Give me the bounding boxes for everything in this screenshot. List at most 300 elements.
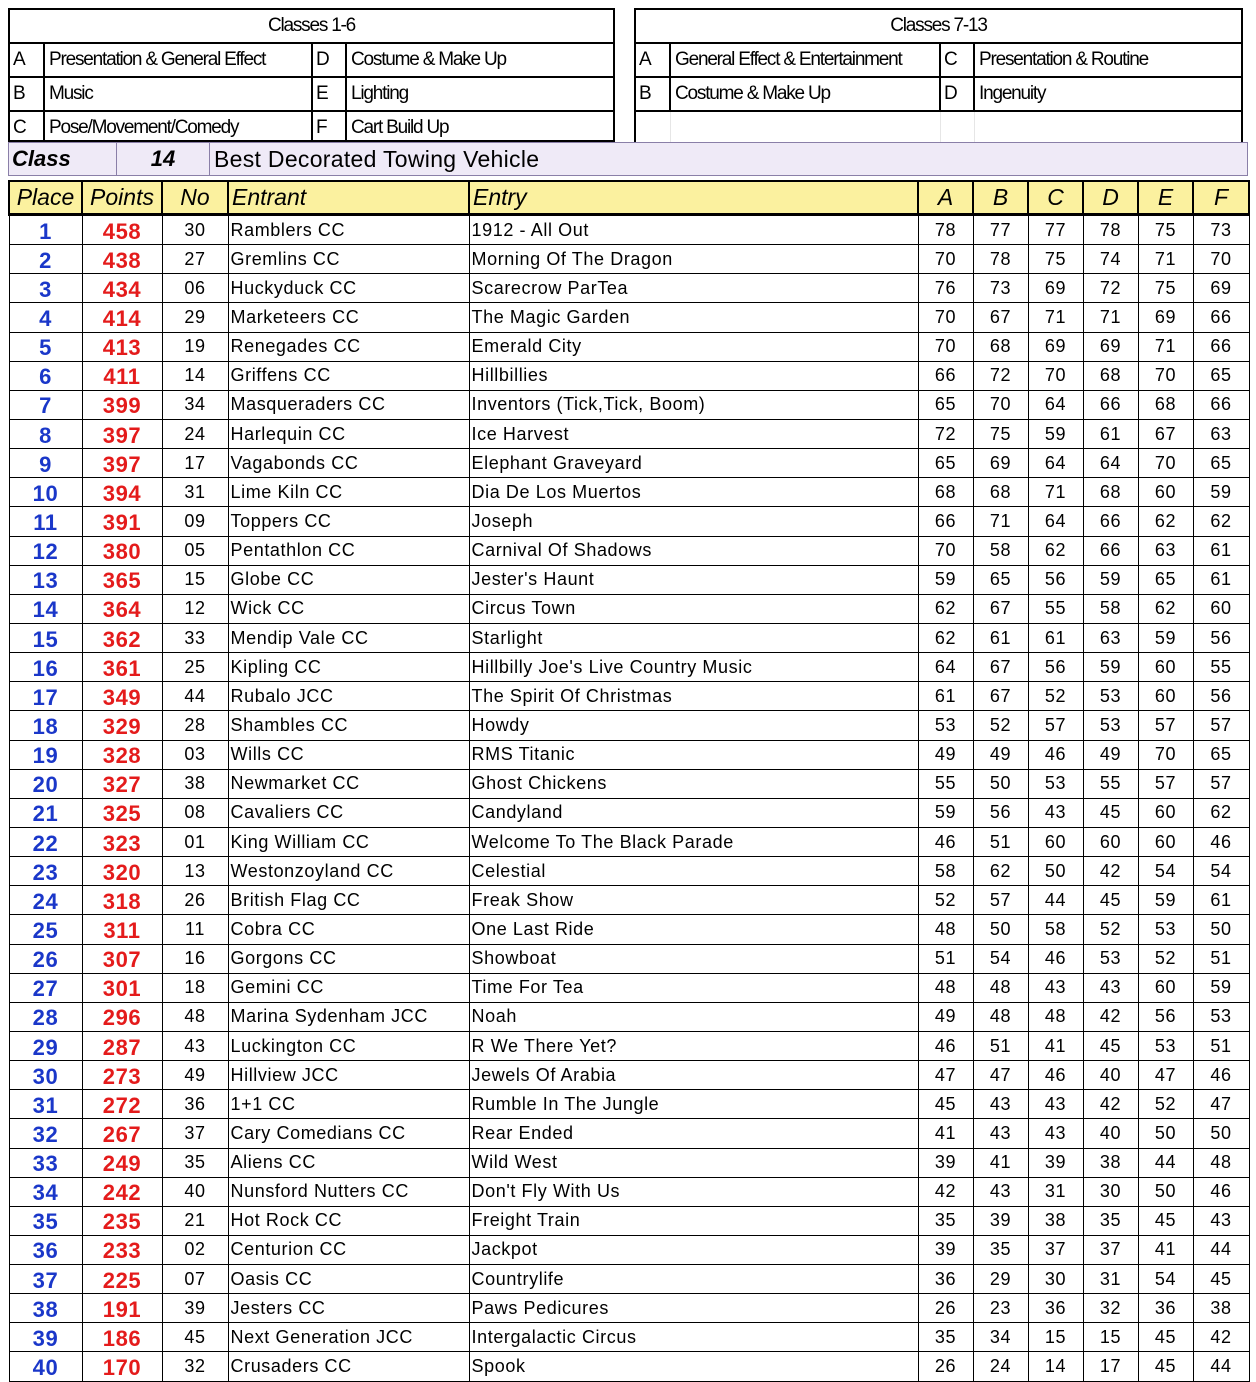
points-cell: 296 bbox=[82, 1002, 162, 1031]
entrant-cell: Huckyduck CC bbox=[228, 274, 469, 303]
score-d-cell: 66 bbox=[1083, 390, 1138, 419]
legend-title: Classes 1-6 bbox=[10, 10, 613, 43]
score-d-cell: 53 bbox=[1083, 682, 1138, 711]
score-c-cell: 57 bbox=[1028, 711, 1083, 740]
score-f-cell: 65 bbox=[1193, 740, 1249, 769]
legend-code: F bbox=[312, 111, 346, 144]
score-e-cell: 67 bbox=[1138, 419, 1193, 448]
table-row bbox=[9, 215, 1249, 245]
entrant-cell: Rubalo JCC bbox=[228, 682, 469, 711]
score-c-cell: 71 bbox=[1028, 303, 1083, 332]
score-f-cell: 46 bbox=[1193, 1177, 1249, 1206]
entry-number-cell: 39 bbox=[162, 1294, 228, 1323]
entry-number-cell: 38 bbox=[162, 769, 228, 798]
score-c-cell: 41 bbox=[1028, 1031, 1083, 1060]
entry-cell: 1912 - All Out bbox=[469, 215, 918, 245]
score-f-cell: 50 bbox=[1193, 915, 1249, 944]
score-f-cell: 55 bbox=[1193, 653, 1249, 682]
score-d-cell: 72 bbox=[1083, 274, 1138, 303]
score-f-cell: 48 bbox=[1193, 1148, 1249, 1177]
score-d-cell: 42 bbox=[1083, 1002, 1138, 1031]
points-cell: 397 bbox=[82, 449, 162, 478]
score-b-cell: 51 bbox=[973, 827, 1028, 856]
points-cell: 394 bbox=[82, 478, 162, 507]
score-a-cell: 46 bbox=[918, 827, 973, 856]
score-a-cell: 70 bbox=[918, 332, 973, 361]
points-cell: 311 bbox=[82, 915, 162, 944]
legend-code: C bbox=[940, 43, 974, 77]
header-score-d: D bbox=[1083, 181, 1138, 215]
entrant-cell: Cavaliers CC bbox=[228, 798, 469, 827]
entry-cell: Welcome To The Black Parade bbox=[469, 827, 918, 856]
entrant-cell: Next Generation JCC bbox=[228, 1323, 469, 1352]
score-a-cell: 26 bbox=[918, 1294, 973, 1323]
score-b-cell: 65 bbox=[973, 565, 1028, 594]
score-a-cell: 65 bbox=[918, 390, 973, 419]
points-cell: 225 bbox=[82, 1265, 162, 1294]
entrant-cell: Griffens CC bbox=[228, 361, 469, 390]
place-cell: 9 bbox=[9, 449, 82, 478]
score-c-cell: 38 bbox=[1028, 1206, 1083, 1235]
entry-number-cell: 49 bbox=[162, 1061, 228, 1090]
score-d-cell: 60 bbox=[1083, 827, 1138, 856]
class-label: Class bbox=[9, 143, 117, 175]
results-body bbox=[9, 215, 1249, 1382]
entry-number-cell: 08 bbox=[162, 798, 228, 827]
points-cell: 170 bbox=[82, 1352, 162, 1381]
score-d-cell: 43 bbox=[1083, 973, 1138, 1002]
table-row bbox=[9, 1352, 1249, 1381]
table-row bbox=[9, 653, 1249, 682]
entrant-cell: British Flag CC bbox=[228, 886, 469, 915]
points-cell: 233 bbox=[82, 1235, 162, 1264]
points-cell: 186 bbox=[82, 1323, 162, 1352]
score-e-cell: 70 bbox=[1138, 449, 1193, 478]
entry-number-cell: 30 bbox=[162, 215, 228, 245]
entry-cell: Noah bbox=[469, 1002, 918, 1031]
score-b-cell: 68 bbox=[973, 332, 1028, 361]
entry-cell: Elephant Graveyard bbox=[469, 449, 918, 478]
score-d-cell: 63 bbox=[1083, 623, 1138, 652]
entrant-cell: Kipling CC bbox=[228, 653, 469, 682]
points-cell: 323 bbox=[82, 827, 162, 856]
score-f-cell: 54 bbox=[1193, 857, 1249, 886]
table-row bbox=[9, 886, 1249, 915]
score-a-cell: 35 bbox=[918, 1323, 973, 1352]
score-b-cell: 67 bbox=[973, 594, 1028, 623]
place-cell: 24 bbox=[9, 886, 82, 915]
points-cell: 362 bbox=[82, 623, 162, 652]
score-b-cell: 61 bbox=[973, 623, 1028, 652]
entrant-cell: Cary Comedians CC bbox=[228, 1119, 469, 1148]
header-points: Points bbox=[82, 181, 162, 215]
points-cell: 235 bbox=[82, 1206, 162, 1235]
table-row bbox=[9, 507, 1249, 536]
entry-number-cell: 15 bbox=[162, 565, 228, 594]
entry-cell: Inventors (Tick,Tick, Boom) bbox=[469, 390, 918, 419]
score-f-cell: 46 bbox=[1193, 827, 1249, 856]
score-e-cell: 41 bbox=[1138, 1235, 1193, 1264]
entry-cell: Showboat bbox=[469, 944, 918, 973]
score-e-cell: 57 bbox=[1138, 769, 1193, 798]
score-c-cell: 44 bbox=[1028, 886, 1083, 915]
table-row bbox=[9, 1119, 1249, 1148]
header-score-c: C bbox=[1028, 181, 1083, 215]
points-cell: 458 bbox=[82, 215, 162, 245]
entrant-cell: Aliens CC bbox=[228, 1148, 469, 1177]
place-cell: 27 bbox=[9, 973, 82, 1002]
score-c-cell: 31 bbox=[1028, 1177, 1083, 1206]
points-cell: 365 bbox=[82, 565, 162, 594]
score-e-cell: 45 bbox=[1138, 1323, 1193, 1352]
score-d-cell: 71 bbox=[1083, 303, 1138, 332]
score-e-cell: 59 bbox=[1138, 623, 1193, 652]
entry-number-cell: 06 bbox=[162, 274, 228, 303]
score-a-cell: 62 bbox=[918, 623, 973, 652]
table-row bbox=[9, 1031, 1249, 1060]
score-c-cell: 60 bbox=[1028, 827, 1083, 856]
score-d-cell: 53 bbox=[1083, 944, 1138, 973]
table-row bbox=[9, 303, 1249, 332]
points-cell: 438 bbox=[82, 245, 162, 274]
score-e-cell: 36 bbox=[1138, 1294, 1193, 1323]
score-d-cell: 49 bbox=[1083, 740, 1138, 769]
score-f-cell: 42 bbox=[1193, 1323, 1249, 1352]
place-cell: 40 bbox=[9, 1352, 82, 1381]
entry-cell: Wild West bbox=[469, 1148, 918, 1177]
score-e-cell: 45 bbox=[1138, 1352, 1193, 1381]
entry-number-cell: 27 bbox=[162, 245, 228, 274]
score-e-cell: 60 bbox=[1138, 827, 1193, 856]
entry-cell: R We There Yet? bbox=[469, 1031, 918, 1060]
score-c-cell: 36 bbox=[1028, 1294, 1083, 1323]
score-e-cell: 52 bbox=[1138, 1090, 1193, 1119]
place-cell: 33 bbox=[9, 1148, 82, 1177]
score-f-cell: 61 bbox=[1193, 536, 1249, 565]
class-banner bbox=[8, 142, 1248, 176]
entrant-cell: Newmarket CC bbox=[228, 769, 469, 798]
legend-empty-cell bbox=[974, 111, 1241, 145]
score-e-cell: 54 bbox=[1138, 857, 1193, 886]
entry-number-cell: 29 bbox=[162, 303, 228, 332]
score-f-cell: 73 bbox=[1193, 215, 1249, 245]
score-d-cell: 45 bbox=[1083, 798, 1138, 827]
points-cell: 364 bbox=[82, 594, 162, 623]
entrant-cell: King William CC bbox=[228, 827, 469, 856]
place-cell: 22 bbox=[9, 827, 82, 856]
points-cell: 267 bbox=[82, 1119, 162, 1148]
table-row bbox=[9, 419, 1249, 448]
score-d-cell: 68 bbox=[1083, 478, 1138, 507]
legend-classes-7-13 bbox=[634, 8, 1243, 142]
score-c-cell: 43 bbox=[1028, 798, 1083, 827]
place-cell: 8 bbox=[9, 419, 82, 448]
score-d-cell: 45 bbox=[1083, 1031, 1138, 1060]
entry-number-cell: 26 bbox=[162, 886, 228, 915]
score-a-cell: 59 bbox=[918, 565, 973, 594]
score-f-cell: 69 bbox=[1193, 274, 1249, 303]
table-row bbox=[9, 449, 1249, 478]
entry-number-cell: 37 bbox=[162, 1119, 228, 1148]
score-e-cell: 70 bbox=[1138, 740, 1193, 769]
score-b-cell: 56 bbox=[973, 798, 1028, 827]
score-c-cell: 43 bbox=[1028, 973, 1083, 1002]
points-cell: 318 bbox=[82, 886, 162, 915]
entrant-cell: Gemini CC bbox=[228, 973, 469, 1002]
score-b-cell: 67 bbox=[973, 682, 1028, 711]
score-e-cell: 68 bbox=[1138, 390, 1193, 419]
entrant-cell: Shambles CC bbox=[228, 711, 469, 740]
score-b-cell: 50 bbox=[973, 915, 1028, 944]
score-e-cell: 53 bbox=[1138, 1031, 1193, 1060]
entry-number-cell: 28 bbox=[162, 711, 228, 740]
entry-number-cell: 14 bbox=[162, 361, 228, 390]
score-e-cell: 62 bbox=[1138, 507, 1193, 536]
score-d-cell: 66 bbox=[1083, 536, 1138, 565]
entry-number-cell: 03 bbox=[162, 740, 228, 769]
header-place: Place bbox=[9, 181, 82, 215]
legend-code: B bbox=[636, 77, 670, 111]
score-b-cell: 39 bbox=[973, 1206, 1028, 1235]
place-cell: 6 bbox=[9, 361, 82, 390]
place-cell: 4 bbox=[9, 303, 82, 332]
score-a-cell: 45 bbox=[918, 1090, 973, 1119]
score-c-cell: 46 bbox=[1028, 740, 1083, 769]
entry-cell: Joseph bbox=[469, 507, 918, 536]
score-f-cell: 44 bbox=[1193, 1235, 1249, 1264]
entrant-cell: Ramblers CC bbox=[228, 215, 469, 245]
entry-cell: Paws Pedicures bbox=[469, 1294, 918, 1323]
points-cell: 434 bbox=[82, 274, 162, 303]
score-f-cell: 59 bbox=[1193, 478, 1249, 507]
entrant-cell: Marina Sydenham JCC bbox=[228, 1002, 469, 1031]
entry-cell: Rear Ended bbox=[469, 1119, 918, 1148]
points-cell: 307 bbox=[82, 944, 162, 973]
points-cell: 287 bbox=[82, 1031, 162, 1060]
points-cell: 301 bbox=[82, 973, 162, 1002]
score-a-cell: 78 bbox=[918, 215, 973, 245]
results-header-row bbox=[9, 181, 1249, 215]
entrant-cell: Crusaders CC bbox=[228, 1352, 469, 1381]
score-d-cell: 61 bbox=[1083, 419, 1138, 448]
table-row bbox=[9, 245, 1249, 274]
score-d-cell: 58 bbox=[1083, 594, 1138, 623]
legend-classes-1-6 bbox=[8, 8, 615, 142]
score-d-cell: 78 bbox=[1083, 215, 1138, 245]
results-table bbox=[8, 180, 1250, 1382]
table-row bbox=[9, 915, 1249, 944]
score-a-cell: 66 bbox=[918, 361, 973, 390]
score-d-cell: 15 bbox=[1083, 1323, 1138, 1352]
score-c-cell: 59 bbox=[1028, 419, 1083, 448]
entry-number-cell: 12 bbox=[162, 594, 228, 623]
entrant-cell: Cobra CC bbox=[228, 915, 469, 944]
score-f-cell: 45 bbox=[1193, 1265, 1249, 1294]
entry-number-cell: 17 bbox=[162, 449, 228, 478]
score-e-cell: 60 bbox=[1138, 682, 1193, 711]
score-e-cell: 71 bbox=[1138, 332, 1193, 361]
points-cell: 399 bbox=[82, 390, 162, 419]
points-cell: 328 bbox=[82, 740, 162, 769]
header-no: No bbox=[162, 181, 228, 215]
entry-cell: Hillbilly Joe's Live Country Music bbox=[469, 653, 918, 682]
score-d-cell: 38 bbox=[1083, 1148, 1138, 1177]
score-c-cell: 58 bbox=[1028, 915, 1083, 944]
score-d-cell: 59 bbox=[1083, 565, 1138, 594]
score-c-cell: 52 bbox=[1028, 682, 1083, 711]
place-cell: 26 bbox=[9, 944, 82, 973]
score-b-cell: 52 bbox=[973, 711, 1028, 740]
place-cell: 20 bbox=[9, 769, 82, 798]
place-cell: 1 bbox=[9, 215, 82, 245]
entrant-cell: Centurion CC bbox=[228, 1235, 469, 1264]
entrant-cell: Hillview JCC bbox=[228, 1061, 469, 1090]
table-row bbox=[9, 769, 1249, 798]
score-b-cell: 67 bbox=[973, 653, 1028, 682]
header-score-b: B bbox=[973, 181, 1028, 215]
table-row bbox=[9, 274, 1249, 303]
score-d-cell: 31 bbox=[1083, 1265, 1138, 1294]
entrant-cell: Nunsford Nutters CC bbox=[228, 1177, 469, 1206]
legend-code: A bbox=[636, 43, 670, 77]
place-cell: 31 bbox=[9, 1090, 82, 1119]
score-a-cell: 48 bbox=[918, 973, 973, 1002]
entry-number-cell: 07 bbox=[162, 1265, 228, 1294]
entry-cell: The Magic Garden bbox=[469, 303, 918, 332]
score-f-cell: 46 bbox=[1193, 1061, 1249, 1090]
table-row bbox=[9, 740, 1249, 769]
score-a-cell: 53 bbox=[918, 711, 973, 740]
score-a-cell: 66 bbox=[918, 507, 973, 536]
entry-cell: Scarecrow ParTea bbox=[469, 274, 918, 303]
legend-label: Costume & Make Up bbox=[346, 43, 613, 77]
score-d-cell: 69 bbox=[1083, 332, 1138, 361]
score-f-cell: 65 bbox=[1193, 449, 1249, 478]
entry-cell: Ice Harvest bbox=[469, 419, 918, 448]
points-cell: 413 bbox=[82, 332, 162, 361]
legend-code: A bbox=[10, 43, 44, 77]
entry-number-cell: 24 bbox=[162, 419, 228, 448]
place-cell: 12 bbox=[9, 536, 82, 565]
score-a-cell: 70 bbox=[918, 303, 973, 332]
score-c-cell: 14 bbox=[1028, 1352, 1083, 1381]
score-e-cell: 52 bbox=[1138, 944, 1193, 973]
legend-code: E bbox=[312, 77, 346, 111]
score-a-cell: 68 bbox=[918, 478, 973, 507]
legend-label: Lighting bbox=[346, 77, 613, 111]
score-c-cell: 64 bbox=[1028, 449, 1083, 478]
points-cell: 414 bbox=[82, 303, 162, 332]
score-c-cell: 69 bbox=[1028, 274, 1083, 303]
score-e-cell: 45 bbox=[1138, 1206, 1193, 1235]
entry-number-cell: 11 bbox=[162, 915, 228, 944]
table-row bbox=[9, 1002, 1249, 1031]
score-d-cell: 30 bbox=[1083, 1177, 1138, 1206]
score-a-cell: 41 bbox=[918, 1119, 973, 1148]
score-b-cell: 72 bbox=[973, 361, 1028, 390]
place-cell: 17 bbox=[9, 682, 82, 711]
entrant-cell: Wick CC bbox=[228, 594, 469, 623]
score-e-cell: 50 bbox=[1138, 1119, 1193, 1148]
score-b-cell: 43 bbox=[973, 1119, 1028, 1148]
score-b-cell: 48 bbox=[973, 1002, 1028, 1031]
score-a-cell: 36 bbox=[918, 1265, 973, 1294]
legend-label: Ingenuity bbox=[974, 77, 1241, 111]
entrant-cell: Renegades CC bbox=[228, 332, 469, 361]
entry-number-cell: 13 bbox=[162, 857, 228, 886]
score-b-cell: 23 bbox=[973, 1294, 1028, 1323]
place-cell: 11 bbox=[9, 507, 82, 536]
score-f-cell: 51 bbox=[1193, 944, 1249, 973]
score-a-cell: 51 bbox=[918, 944, 973, 973]
legend-label: Music bbox=[44, 77, 312, 111]
entry-number-cell: 34 bbox=[162, 390, 228, 419]
class-number: 14 bbox=[117, 143, 210, 175]
score-c-cell: 75 bbox=[1028, 245, 1083, 274]
score-b-cell: 57 bbox=[973, 886, 1028, 915]
entry-number-cell: 25 bbox=[162, 653, 228, 682]
entry-cell: Jewels Of Arabia bbox=[469, 1061, 918, 1090]
score-c-cell: 46 bbox=[1028, 1061, 1083, 1090]
score-a-cell: 70 bbox=[918, 536, 973, 565]
score-b-cell: 62 bbox=[973, 857, 1028, 886]
table-row bbox=[9, 1061, 1249, 1090]
score-d-cell: 53 bbox=[1083, 711, 1138, 740]
score-f-cell: 56 bbox=[1193, 623, 1249, 652]
points-cell: 329 bbox=[82, 711, 162, 740]
entrant-cell: Harlequin CC bbox=[228, 419, 469, 448]
score-c-cell: 15 bbox=[1028, 1323, 1083, 1352]
entrant-cell: Gorgons CC bbox=[228, 944, 469, 973]
table-row bbox=[9, 536, 1249, 565]
score-b-cell: 29 bbox=[973, 1265, 1028, 1294]
entry-number-cell: 09 bbox=[162, 507, 228, 536]
legend-empty-cell bbox=[940, 111, 974, 145]
place-cell: 2 bbox=[9, 245, 82, 274]
score-b-cell: 34 bbox=[973, 1323, 1028, 1352]
score-f-cell: 70 bbox=[1193, 245, 1249, 274]
score-c-cell: 70 bbox=[1028, 361, 1083, 390]
place-cell: 30 bbox=[9, 1061, 82, 1090]
score-b-cell: 43 bbox=[973, 1090, 1028, 1119]
score-d-cell: 52 bbox=[1083, 915, 1138, 944]
score-b-cell: 43 bbox=[973, 1177, 1028, 1206]
score-c-cell: 62 bbox=[1028, 536, 1083, 565]
score-a-cell: 42 bbox=[918, 1177, 973, 1206]
entrant-cell: Wills CC bbox=[228, 740, 469, 769]
score-f-cell: 65 bbox=[1193, 361, 1249, 390]
score-a-cell: 48 bbox=[918, 915, 973, 944]
entry-cell: Ghost Chickens bbox=[469, 769, 918, 798]
place-cell: 10 bbox=[9, 478, 82, 507]
score-c-cell: 43 bbox=[1028, 1090, 1083, 1119]
place-cell: 37 bbox=[9, 1265, 82, 1294]
score-b-cell: 68 bbox=[973, 478, 1028, 507]
entry-cell: Morning Of The Dragon bbox=[469, 245, 918, 274]
legend-label: Cart Build Up bbox=[346, 111, 613, 144]
entrant-cell: Jesters CC bbox=[228, 1294, 469, 1323]
entry-number-cell: 01 bbox=[162, 827, 228, 856]
header-entry: Entry bbox=[469, 181, 918, 215]
score-e-cell: 69 bbox=[1138, 303, 1193, 332]
score-d-cell: 35 bbox=[1083, 1206, 1138, 1235]
entrant-cell: Pentathlon CC bbox=[228, 536, 469, 565]
place-cell: 29 bbox=[9, 1031, 82, 1060]
entry-cell: Dia De Los Muertos bbox=[469, 478, 918, 507]
points-cell: 242 bbox=[82, 1177, 162, 1206]
score-f-cell: 66 bbox=[1193, 303, 1249, 332]
score-d-cell: 55 bbox=[1083, 769, 1138, 798]
